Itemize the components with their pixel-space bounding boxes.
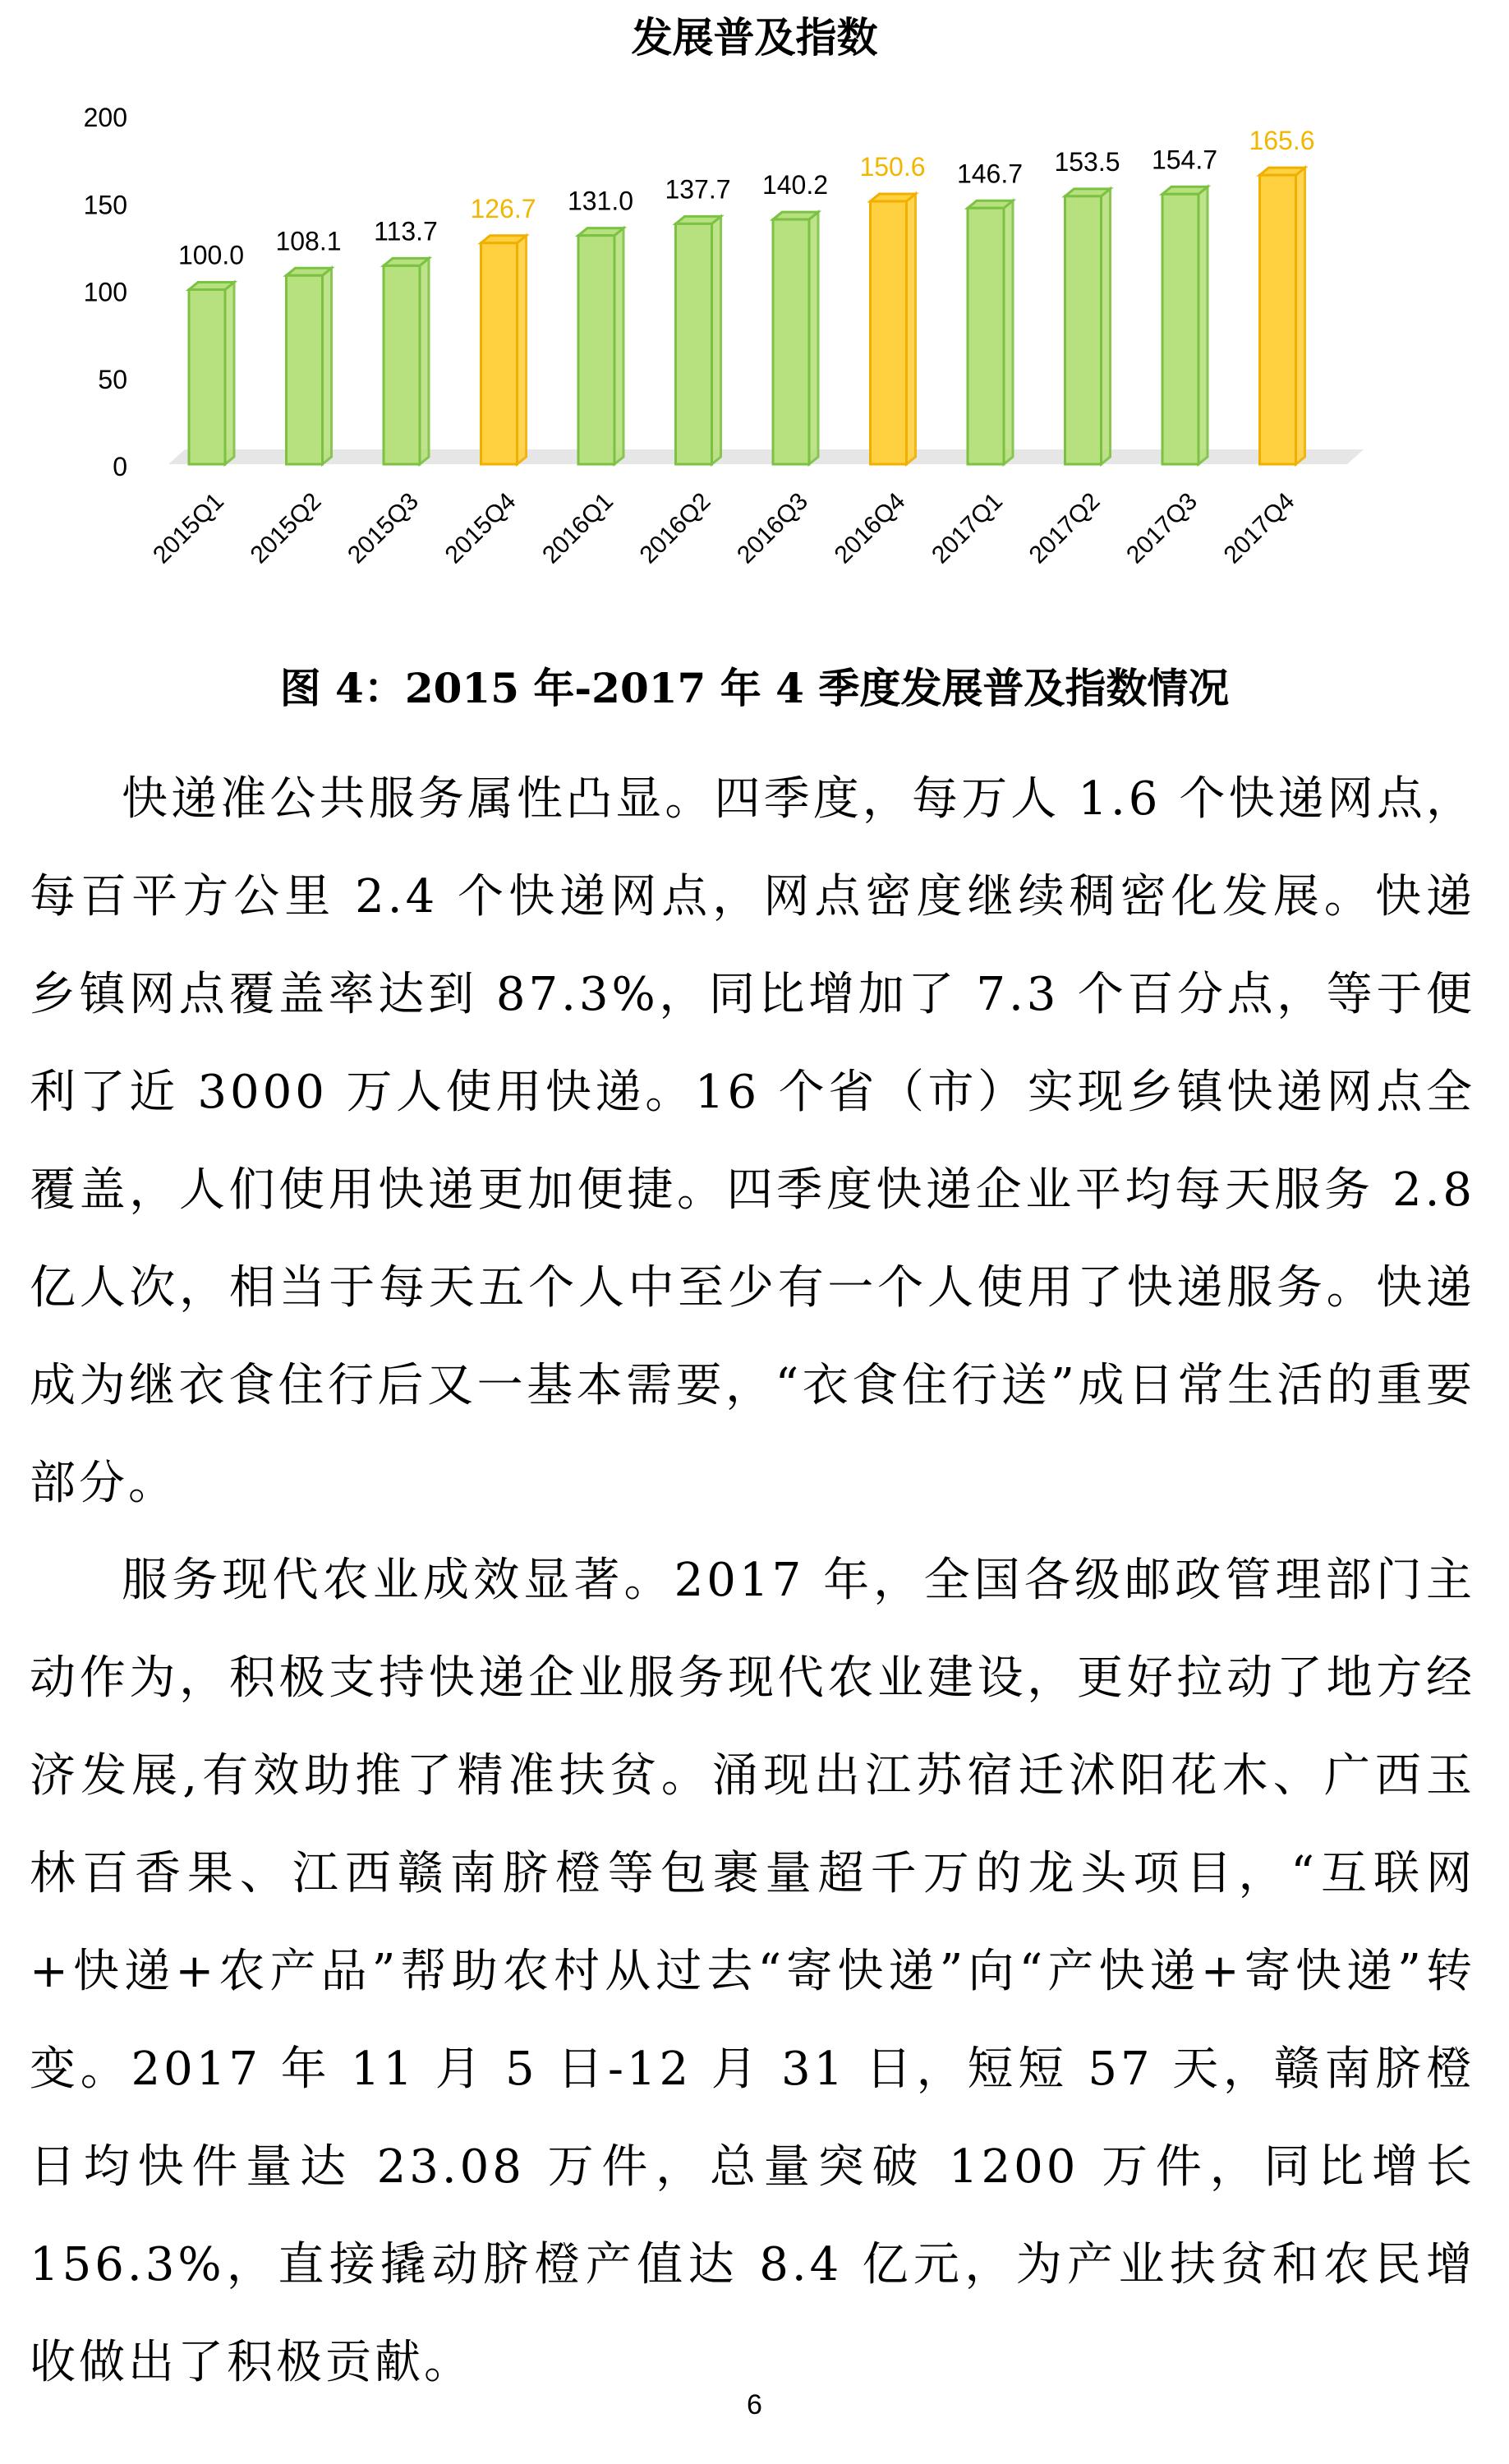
bar bbox=[578, 236, 614, 464]
data-label: 137.7 bbox=[665, 174, 731, 205]
bar bbox=[676, 223, 712, 464]
paragraph-2: 服务现代农业成效显著。2017 年，全国各级邮政管理部门主动作为，积极支持快递企业服务现代农业建设，更好拉动了地方经济发展,有效助推了精准扶贫。涌现出江苏宿迁沭阳花木、广西玉林百香果、江西赣南脐橙等包裹量超千万的龙头项目，“互联网+快递+农产品”帮助农村从过去“寄快递”向“产快递+寄快递”转变。2017 年 11 月 5 日-12 月 31 日，短短 57 天，赣南脐橙日均快件量达 23.08 万件，总量突破 1200 万件，同比增长 156.3%，直接撬动脐橙产值达 8.4 亿元，为产业扶贫和农民增收做出了积极贡献。 bbox=[30, 1554, 1475, 2389]
bar bbox=[871, 201, 907, 464]
x-tick-label: 2016Q1 bbox=[537, 487, 619, 569]
data-label: 146.7 bbox=[956, 159, 1024, 189]
bar-side bbox=[1004, 200, 1013, 464]
bar-side bbox=[1296, 168, 1305, 464]
x-tick-label: 2015Q4 bbox=[439, 487, 522, 569]
paragraph-1: 快递准公共服务属性凸显。四季度，每万人 1.6 个快递网点，每百平方公里 2.4 个快递网点，网点密度继续稠密化发展。快递乡镇网点覆盖率达到 87.3%，同比增加了 7.3 个百分点，等于便利了近 3000 万人使用快递。16 个省（市）实现乡镇快递网点全覆盖，人们使用快递更加便捷。四季度快递企业平均每天服务 2.8 亿人次，相当于每天五个人中至少有一个人使用了快递服务。快递成为继衣食住行后又一基本需要，“衣食住行送”成日常生活的重要部分。 bbox=[30, 772, 1475, 1510]
data-label: 140.2 bbox=[761, 170, 829, 200]
data-label: 113.7 bbox=[374, 216, 438, 246]
bar-side bbox=[420, 258, 429, 464]
x-tick-label: 2017Q3 bbox=[1121, 487, 1203, 569]
bar-side bbox=[614, 228, 623, 464]
data-label: 126.7 bbox=[470, 193, 536, 223]
x-tick-label: 2016Q4 bbox=[829, 487, 911, 569]
data-label: 165.6 bbox=[1249, 126, 1315, 156]
x-tick-label: 2016Q2 bbox=[634, 487, 716, 569]
x-tick-label: 2017Q4 bbox=[1218, 487, 1300, 569]
bar bbox=[287, 275, 323, 464]
page-number: 6 bbox=[747, 2389, 762, 2420]
y-tick-label: 100 bbox=[83, 277, 127, 307]
x-tick-label: 2015Q2 bbox=[245, 487, 327, 569]
bar-side bbox=[1102, 189, 1111, 464]
x-tick-label: 2017Q1 bbox=[927, 487, 1008, 569]
bar bbox=[1162, 194, 1198, 464]
bar-chart bbox=[0, 0, 1509, 657]
y-tick-label: 0 bbox=[113, 452, 127, 481]
bar bbox=[189, 290, 225, 465]
bar-side bbox=[907, 194, 916, 464]
bar-side bbox=[225, 283, 234, 465]
bar-side bbox=[809, 212, 818, 464]
bar bbox=[1065, 196, 1102, 464]
bar-side bbox=[712, 216, 721, 464]
bar-side bbox=[323, 268, 332, 464]
data-label: 150.6 bbox=[859, 151, 926, 182]
bar bbox=[968, 208, 1004, 464]
data-label: 100.0 bbox=[177, 240, 245, 270]
data-label: 154.7 bbox=[1151, 145, 1218, 175]
y-tick-label: 150 bbox=[83, 190, 127, 220]
x-tick-label: 2016Q3 bbox=[732, 487, 813, 569]
bar bbox=[384, 265, 420, 464]
data-label: 131.0 bbox=[567, 186, 634, 216]
bar-side bbox=[1198, 187, 1208, 464]
x-tick-label: 2015Q1 bbox=[148, 487, 229, 569]
data-label: 108.1 bbox=[275, 226, 342, 256]
figure-caption: 图 4：2015 年-2017 年 4 季度发展普及指数情况 bbox=[279, 664, 1230, 712]
data-label: 153.5 bbox=[1054, 146, 1120, 177]
chart-title: 发展普及指数 bbox=[631, 15, 878, 61]
x-tick-label: 2017Q2 bbox=[1024, 487, 1106, 569]
y-tick-label: 50 bbox=[98, 364, 127, 394]
bar-side bbox=[518, 236, 527, 464]
bar bbox=[481, 243, 518, 464]
bar bbox=[773, 219, 809, 464]
y-tick-label: 200 bbox=[83, 103, 127, 132]
bar bbox=[1260, 175, 1296, 464]
x-tick-label: 2015Q3 bbox=[343, 487, 424, 569]
